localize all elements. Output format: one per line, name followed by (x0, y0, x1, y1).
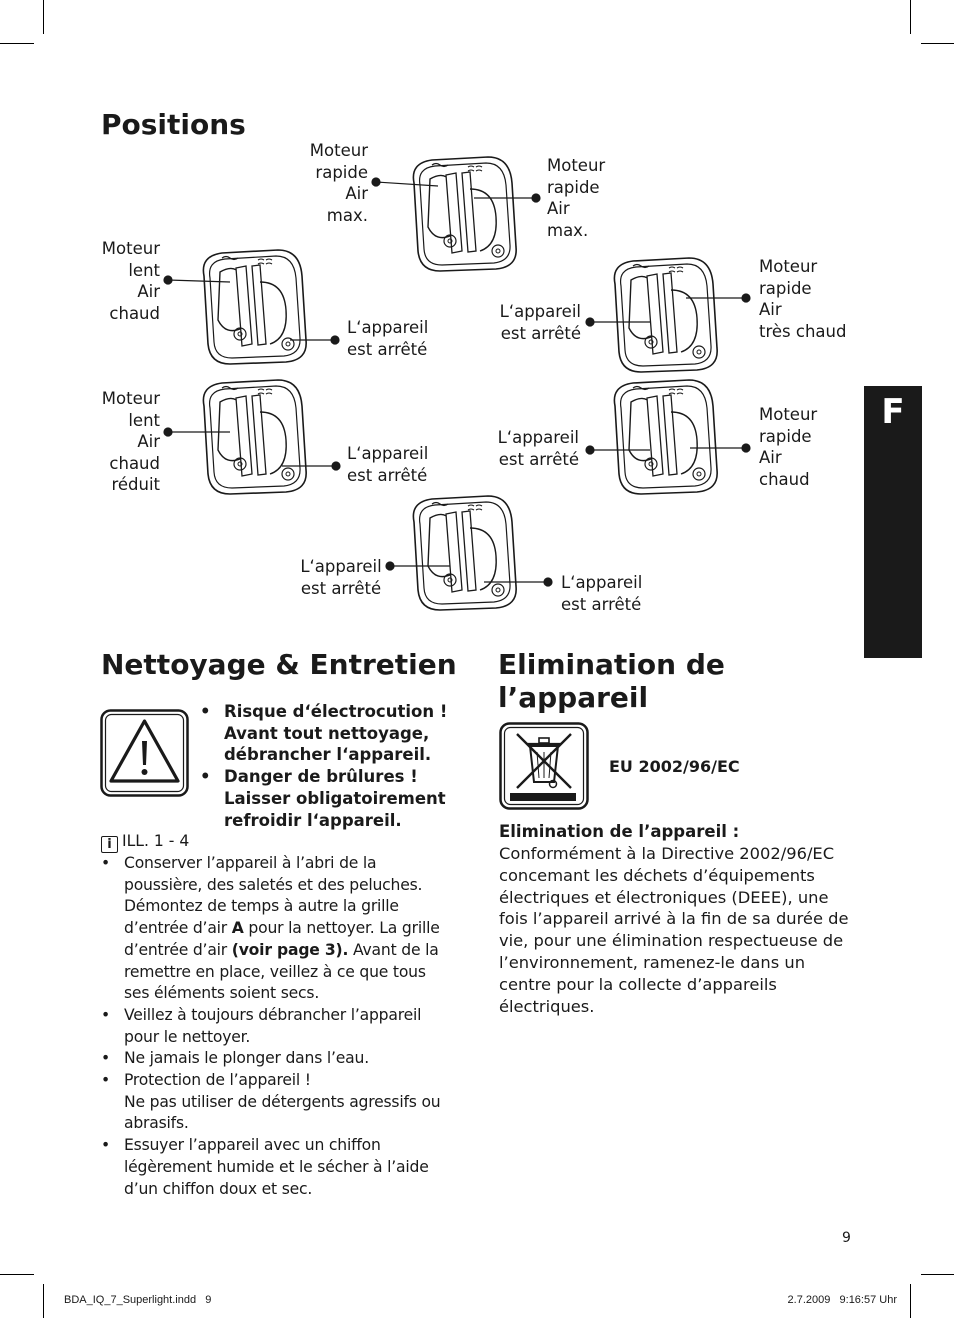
footer-file: BDA_IQ_7_Superlight.indd 9 (64, 1294, 212, 1306)
label-row2-right: Moteur rapide Air très chaud (759, 257, 847, 341)
label-bottom-left: L‘appareil est arrêté (300, 557, 382, 598)
list-item: • Ne jamais le plonger dans l’eau. (101, 1048, 451, 1070)
warning-icon (100, 709, 189, 797)
crop-mark (910, 1284, 911, 1318)
label-row3-left: Moteur lent Air chaud réduit (101, 389, 160, 494)
page-number: 9 (842, 1230, 851, 1246)
disposal-text: Conformément à la Directive 2002/96/EC concemant les déchets d’équipements électriques et électroniques (DEEE), une fois l’appareil arrivé à la fin de sa durée de vie, pour une élimination respectueuse de l’environnement, ramenez-le dans un centre pour la collecte d’appareils électriques. (499, 844, 849, 1016)
list-item: • Conserver l’appareil à l’abri de la poussière, des saletés et des peluches. Démontez de temps à autre la grille d’entrée d’air A pour la nettoyer. La grille d’entrée d’air (voir page 3). Avant de la remettre en place, veillez à ce que tous ses éléments soient secs. (101, 853, 451, 1005)
cleaning-title: Nettoyage & Entretien (101, 648, 457, 681)
language-tab (864, 386, 922, 658)
disposal-subtitle: Elimination de l’appareil : (499, 822, 740, 841)
cleaning-list (101, 853, 451, 1200)
disposal-title: Elimination de l’appareil (498, 648, 725, 714)
weee-crossed-bin-icon (499, 722, 589, 810)
info-icon: i (101, 836, 118, 853)
ill-reference: i ILL. 1 - 4 (101, 831, 189, 853)
label-row2-left: Moteur lent Air chaud (101, 239, 160, 323)
label-row2-mid2: L‘appareil est arrêté (499, 302, 581, 343)
warning-list (200, 701, 460, 831)
list-item: • Veillez à toujours débrancher l’appareil pour le nettoyer. (101, 1005, 451, 1048)
positions-title: Positions (101, 108, 246, 141)
label-bottom-right: L‘appareil est arrêté (561, 573, 643, 614)
warning-item: • Danger de brûlures ! Laisser obligatoirement refroidir l‘appareil. (200, 766, 460, 831)
label-row3-right: Moteur rapide Air chaud (759, 405, 818, 489)
crop-mark (0, 1274, 34, 1275)
footer-timestamp: 2.7.2009 9:16:57 Uhr (787, 1294, 897, 1306)
list-item: • Protection de l’appareil ! Ne pas utiliser de détergents agressifs ou abrasifs. (101, 1070, 451, 1135)
warning-item: • Risque d‘électrocution ! Avant tout nettoyage, débrancher l‘appareil. (200, 701, 460, 766)
label-row3-mid2: L‘appareil est arrêté (497, 428, 579, 469)
label-row3-mid: L‘appareil est arrêté (347, 444, 429, 485)
list-item: • Essuyer l’appareil avec un chiffon légèrement humide et le sécher à l’aide d’un chiffon doux et sec. (101, 1135, 451, 1200)
crop-mark (921, 1274, 954, 1275)
crop-mark (43, 1284, 44, 1318)
label-top-right: Moteur rapide Air max. (547, 156, 606, 240)
language-tab-letter: F (881, 392, 905, 432)
label-row2-mid: L‘appareil est arrêté (347, 318, 429, 359)
directive-label: EU 2002/96/EC (609, 757, 740, 776)
label-top-left: Moteur rapide Air max. (309, 141, 368, 225)
